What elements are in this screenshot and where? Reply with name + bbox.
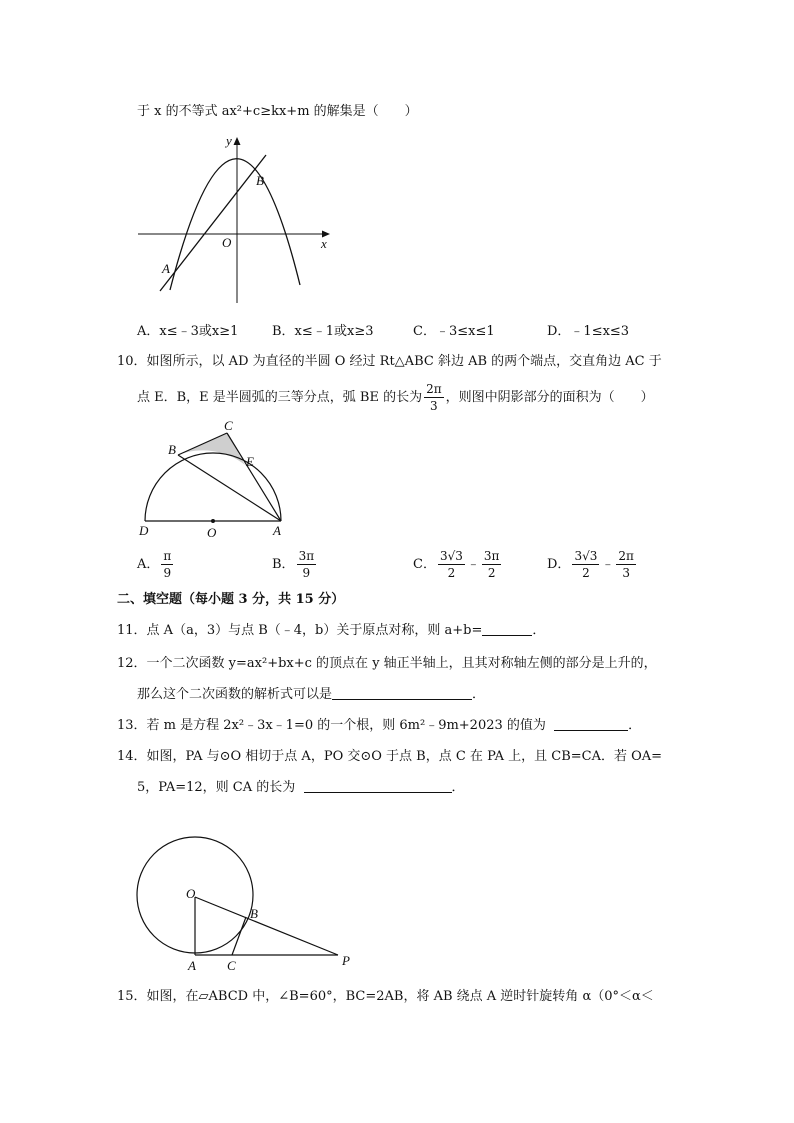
q9-option-a: A．x≤﹣3或x≥1 — [137, 324, 239, 339]
fraction-denominator: 9 — [163, 566, 172, 580]
minus-sign: ﹣ — [466, 557, 480, 572]
q14-text: 5，PA=12，则 CA 的长为 — [137, 780, 296, 795]
answer-blank[interactable] — [482, 622, 532, 636]
point-e-label: E — [246, 454, 254, 469]
fraction-denominator: 9 — [302, 566, 311, 580]
q12-line1: 12．一个二次函数 y=ax²+bx+c 的顶点在 y 轴正半轴上，且其对称轴左侧的部分是上升的， — [117, 656, 657, 671]
q13-text: 13．若 m 是方程 2x²﹣3x﹣1=0 的一个根，则 6m²﹣9m+2023 的值为 — [117, 718, 546, 733]
fraction-numerator: 2π — [618, 549, 634, 563]
point-b-label: B — [250, 906, 258, 921]
option-label: C． — [413, 557, 436, 572]
arc-length-fraction — [424, 381, 444, 414]
q10-semicircle-figure — [135, 420, 295, 545]
q11-end: ． — [532, 623, 546, 638]
point-b-label: B — [168, 442, 176, 457]
q14-tangent-figure — [130, 820, 365, 975]
fraction-numerator: 3π — [298, 549, 315, 563]
q12-text: 那么这个二次函数的解析式可以是 — [137, 687, 333, 702]
q11-line — [117, 622, 545, 640]
q9-parabola-graph — [130, 125, 345, 310]
point-o-label: O — [207, 525, 217, 540]
segment-op — [195, 897, 338, 955]
center-dot — [211, 519, 215, 523]
answer-blank[interactable] — [554, 717, 628, 731]
segment-cb — [232, 917, 246, 955]
fraction-denominator: 2 — [487, 566, 496, 580]
q10-option-b — [272, 545, 318, 585]
option-fraction — [438, 548, 465, 581]
option-fraction — [161, 548, 173, 581]
q10-line2-a: 点 E．B，E 是半圆弧的三等分点，弧 BE 的长为 — [137, 390, 423, 405]
point-c-label: C — [227, 958, 236, 973]
fraction-numerator: 3√3 — [439, 549, 463, 563]
y-label: y — [226, 133, 232, 148]
y-axis-arrow — [234, 137, 241, 145]
fraction-denominator: 3 — [622, 566, 630, 580]
option-label: D． — [547, 557, 571, 572]
fraction-numerator: 3√3 — [574, 549, 598, 563]
q10-option-c — [413, 545, 503, 585]
q13-end: ． — [628, 718, 642, 733]
q10-line1: 10．如图所示，以 AD 为直径的半圆 O 经过 Rt△ABC 斜边 AB 的两个端点，交直角边 AC 于 — [117, 354, 662, 369]
fraction-numerator: 2π — [426, 382, 442, 396]
option-label: B． — [272, 557, 295, 572]
q11-text: 11．点 A（a，3）与点 B（﹣4，b）关于原点对称，则 a+b= — [117, 623, 483, 638]
fraction-denominator: 3 — [430, 399, 438, 413]
q12-line2 — [137, 686, 485, 704]
q10-line2 — [137, 380, 654, 416]
point-p-label: P — [342, 953, 350, 968]
point-o-label: O — [186, 886, 196, 901]
answer-blank[interactable] — [332, 686, 472, 700]
point-a-label: A — [273, 523, 281, 538]
option-fraction — [482, 548, 502, 581]
origin-label: O — [222, 235, 232, 250]
q13-line — [117, 717, 641, 735]
fraction-numerator: 3π — [483, 549, 500, 563]
fraction-numerator: π — [163, 549, 172, 563]
section-heading: 二、填空题（每小题 3 分，共 15 分） — [117, 592, 345, 607]
point-d-label: D — [139, 523, 149, 538]
shaded-region — [178, 433, 245, 465]
q14-end: ． — [451, 780, 465, 795]
q9-stem: 于 x 的不等式 ax²+c≥kx+m 的解集是（ ） — [137, 104, 418, 119]
option-label: A． — [137, 557, 160, 572]
q15-line1: 15．如图，在▱ABCD 中，∠B=60°，BC=2AB，将 AB 绕点 A 逆时针旋转角 α（0°＜α＜ — [117, 989, 654, 1004]
x-label: x — [321, 236, 327, 251]
option-fraction — [616, 548, 636, 581]
point-a-label: A — [162, 261, 170, 276]
q10-option-d — [547, 545, 638, 585]
q10-option-a — [137, 545, 175, 585]
q14-line1: 14．如图，PA 与⊙O 相切于点 A，PO 交⊙O 于点 B，点 C 在 PA 上，且 CB=CA．若 OA= — [117, 749, 663, 764]
point-b-label: B — [256, 173, 264, 188]
option-fraction — [297, 548, 317, 581]
q14-line2 — [137, 779, 465, 797]
fraction-denominator: 2 — [582, 566, 590, 580]
q9-option-d: D．﹣1≤x≤3 — [547, 324, 630, 339]
fraction-denominator: 2 — [447, 566, 456, 580]
q10-line2-b: ，则图中阴影部分的面积为（ ） — [445, 390, 654, 405]
segment-ab — [178, 455, 281, 521]
minus-sign: ﹣ — [601, 557, 615, 572]
q12-end: ． — [472, 687, 486, 702]
segment-ca — [227, 433, 281, 521]
point-c-label: C — [224, 420, 233, 433]
q9-option-c: C．﹣3≤x≤1 — [413, 324, 495, 339]
option-fraction — [572, 548, 599, 581]
parabola-curve — [170, 159, 300, 290]
q9-option-b: B．x≤﹣1或x≥3 — [272, 324, 374, 339]
point-a-label: A — [188, 958, 196, 973]
answer-blank[interactable] — [304, 779, 452, 793]
